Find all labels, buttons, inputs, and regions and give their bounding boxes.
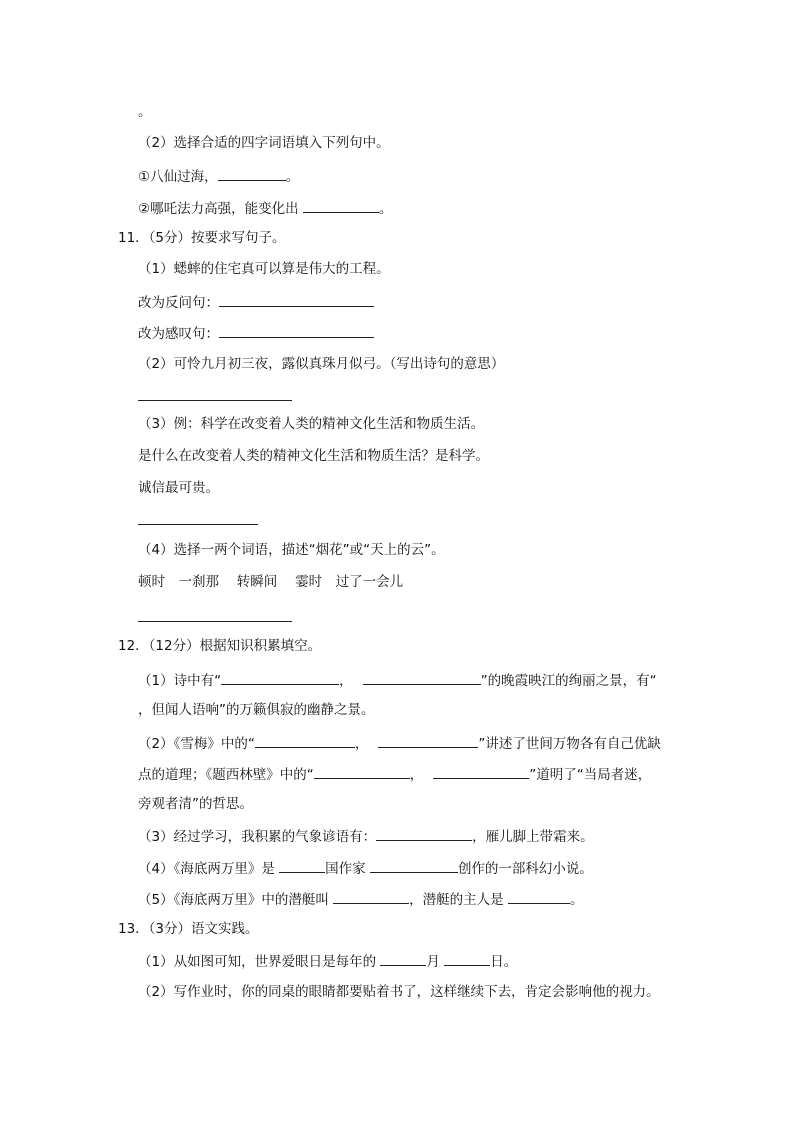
text: 13．（3分）语文实践。 xyxy=(118,921,259,937)
text-line xyxy=(138,701,375,719)
text: 。 xyxy=(569,892,584,908)
text: （4）选择一两个词语，描述“烟花”或“天上的云”。 xyxy=(138,542,445,558)
question-12-1 xyxy=(138,670,657,690)
answer-line xyxy=(138,323,374,343)
text: ①八仙过海， xyxy=(138,169,218,185)
question-11-1 xyxy=(138,260,390,278)
answer-blank[interactable] xyxy=(219,323,374,338)
question-12-4 xyxy=(138,858,593,878)
text: （1）蟋蟀的住宅真可以算是伟大的工程。 xyxy=(138,261,390,277)
text: 创作的一部科幻小说。 xyxy=(457,861,593,877)
question-11-4 xyxy=(138,541,445,559)
answer-blank[interactable] xyxy=(378,733,478,748)
text-line xyxy=(138,795,253,813)
answer-blank[interactable] xyxy=(138,400,292,401)
text: 诚信最可贵。 xyxy=(138,480,219,496)
question-12-5 xyxy=(138,889,583,909)
answer-blank[interactable] xyxy=(508,889,570,904)
text-line xyxy=(138,764,651,784)
text-line xyxy=(138,103,152,121)
text: （3）例：科学在改变着人类的精神文化生活和物质生活。 xyxy=(138,416,485,432)
question-13-2 xyxy=(138,983,660,1001)
answer-blank[interactable] xyxy=(138,524,258,525)
question-11-heading xyxy=(118,229,286,247)
text: （1）从如图可知，世界爱眼日是每年的 xyxy=(138,954,381,970)
question-13-heading xyxy=(118,920,259,938)
text: ”讲述了世间万物各有自己优缺 xyxy=(478,736,661,752)
text: ”道明了“当局者迷， xyxy=(529,767,652,783)
answer-blank[interactable] xyxy=(255,733,355,748)
text: ，潜艇的主人是 xyxy=(409,892,508,908)
answer-blank[interactable] xyxy=(221,670,339,685)
text: 顿时 一刹那 转瞬间 霎时 过了一会儿 xyxy=(138,574,404,590)
answer-blank[interactable] xyxy=(333,889,409,904)
answer-blank[interactable] xyxy=(380,951,426,966)
text: ，雁儿脚上带霜来。 xyxy=(472,829,594,845)
text: 月 xyxy=(426,954,445,970)
text: ， xyxy=(339,673,353,689)
text: 。 xyxy=(138,104,152,120)
text: 是什么在改变着人类的精神文化生活和物质生活？是科学。 xyxy=(138,448,489,464)
example-sentence xyxy=(138,447,489,465)
text: （1）诗中有“ xyxy=(138,673,222,689)
answer-blank[interactable] xyxy=(219,292,374,307)
text: 。 xyxy=(285,169,300,185)
answer-line xyxy=(138,198,392,218)
text: 点的道理；《题西林壁》中的“ xyxy=(138,767,314,783)
text: 11．（5分）按要求写句子。 xyxy=(118,230,286,246)
answer-blank[interactable] xyxy=(218,166,286,181)
question-12-2 xyxy=(138,733,661,753)
text: 12．（12分）根据知识积累填空。 xyxy=(118,638,322,654)
question-11-3 xyxy=(138,415,484,433)
text: （2）《雪梅》中的“ xyxy=(138,736,255,752)
answer-blank[interactable] xyxy=(314,764,410,779)
text: 日。 xyxy=(490,954,518,970)
answer-line xyxy=(138,292,374,312)
text: ”的晚霞映江的绚丽之景，有“ xyxy=(480,673,657,689)
answer-blank[interactable] xyxy=(138,621,292,622)
text: 。 xyxy=(378,201,393,217)
text: 旁观者清”的哲思。 xyxy=(138,796,253,812)
text: （2）可怜九月初三夜，露似真珠月似弓。（写出诗句的意思） xyxy=(138,356,505,372)
answer-line xyxy=(138,166,299,186)
word-choices xyxy=(138,573,403,591)
text: （2）选择合适的四字词语填入下列句中。 xyxy=(138,135,390,151)
answer-blank[interactable] xyxy=(444,951,490,966)
text: ，但闻人语响”的万籁俱寂的幽静之景。 xyxy=(138,702,375,718)
answer-blank[interactable] xyxy=(303,198,379,213)
question-10-2 xyxy=(138,134,390,152)
question-12-3 xyxy=(138,826,594,846)
answer-blank[interactable] xyxy=(433,764,529,779)
question-11-2 xyxy=(138,355,504,373)
text: ②哪吒法力高强，能变化出 xyxy=(138,201,303,217)
question-12-heading xyxy=(118,637,321,655)
answer-blank[interactable] xyxy=(279,858,325,873)
text: 改为反问句： xyxy=(138,295,219,311)
text: （5）《海底两万里》中的潜艇叫 xyxy=(138,892,334,908)
prompt-sentence xyxy=(138,479,219,497)
text: 改为感叹句： xyxy=(138,326,219,342)
text: ， xyxy=(354,736,369,752)
text: 国作家 xyxy=(325,861,370,877)
answer-blank[interactable] xyxy=(363,670,481,685)
answer-blank[interactable] xyxy=(376,826,472,841)
question-13-1 xyxy=(138,951,517,971)
answer-blank[interactable] xyxy=(370,858,458,873)
text: （2）写作业时，你的同桌的眼睛都要贴着书了，这样继续下去，肯定会影响他的视力。 xyxy=(138,984,660,1000)
text: （4）《海底两万里》是 xyxy=(138,861,280,877)
text: ， xyxy=(409,767,424,783)
text: （3）经过学习，我积累的气象谚语有： xyxy=(138,829,377,845)
